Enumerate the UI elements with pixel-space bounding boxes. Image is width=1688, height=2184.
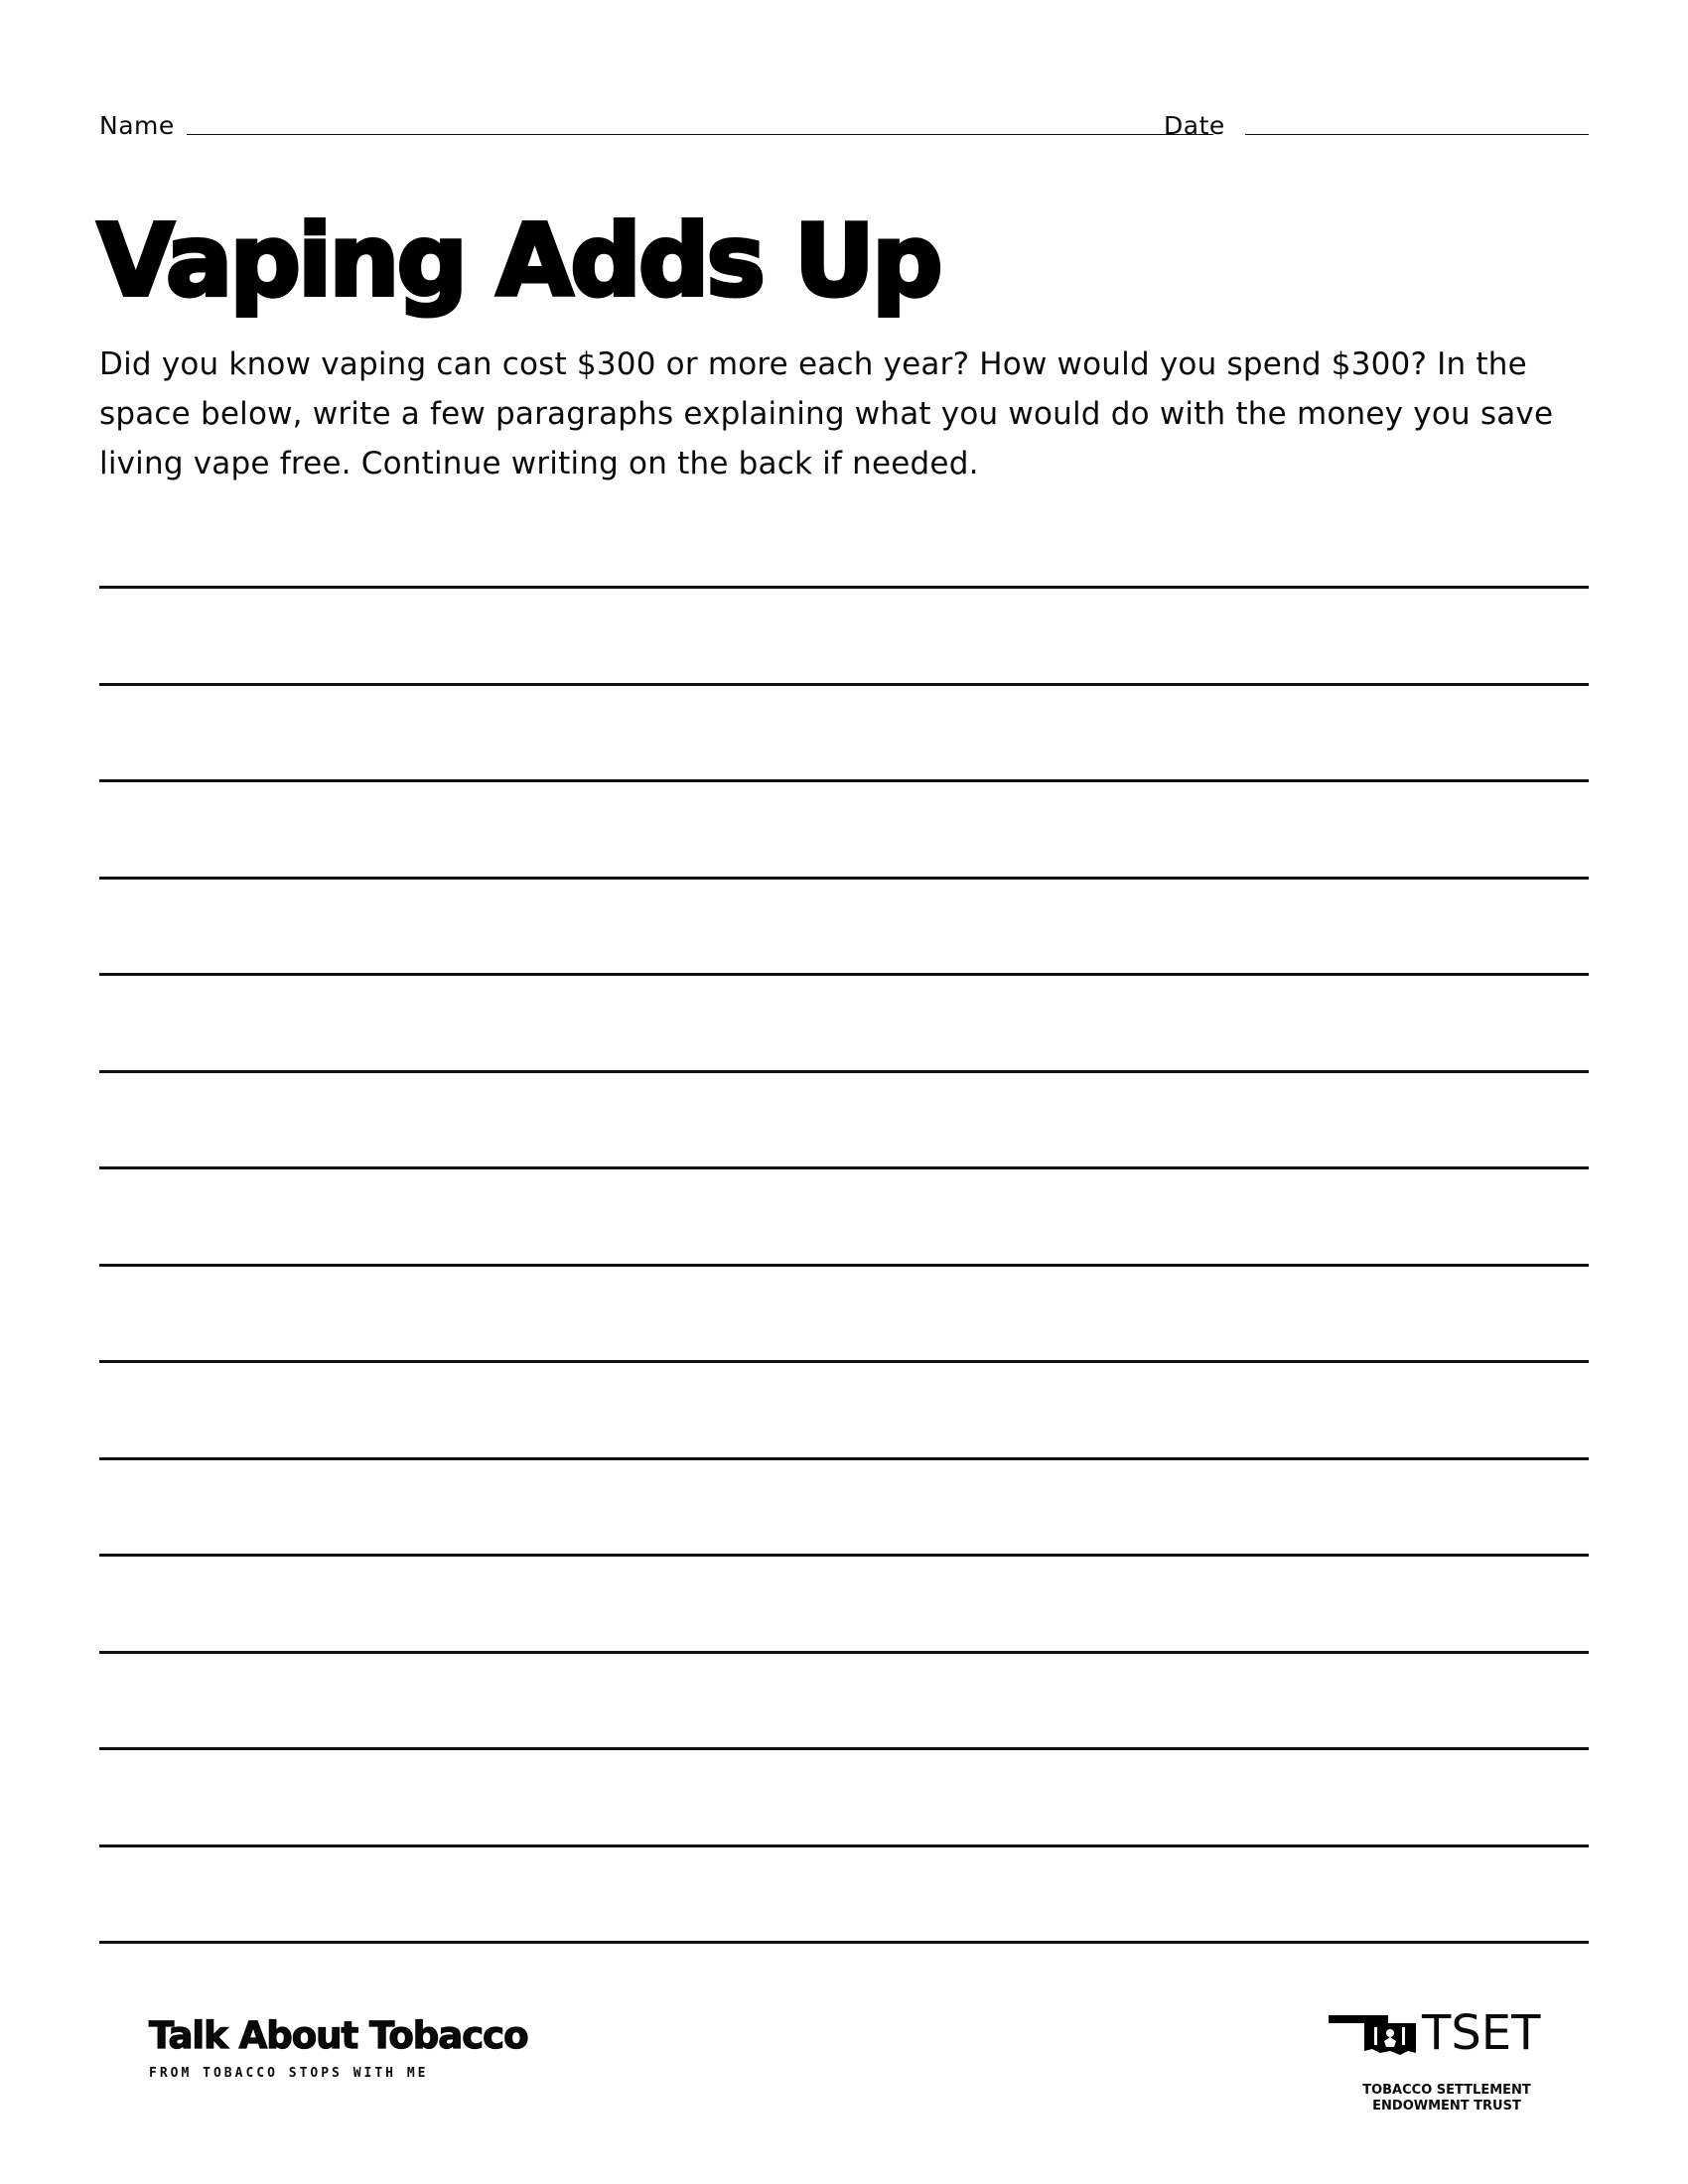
writing-line[interactable] <box>99 1360 1589 1363</box>
writing-line[interactable] <box>99 1457 1589 1460</box>
header-fields <box>99 107 1589 147</box>
writing-line[interactable] <box>99 1747 1589 1750</box>
tset-subtitle <box>1342 2083 1551 2115</box>
writing-line[interactable] <box>99 1554 1589 1557</box>
tset-subtitle-line2: ENDOWMENT TRUST <box>1372 2099 1521 2114</box>
writing-line[interactable] <box>99 1264 1589 1267</box>
oklahoma-state-icon <box>1329 2013 1418 2057</box>
page-title: Vaping Adds Up <box>97 203 940 319</box>
brand-tagline: FROM TOBACCO STOPS WITH ME <box>149 2066 429 2081</box>
writing-line[interactable] <box>99 973 1589 976</box>
tset-wordmark: TSET <box>1422 2005 1541 2061</box>
writing-line[interactable] <box>99 1651 1589 1654</box>
tset-subtitle-line1: TOBACCO SETTLEMENT <box>1362 2083 1531 2098</box>
writing-line[interactable] <box>99 1166 1589 1169</box>
date-label: Date <box>1164 111 1225 140</box>
writing-line[interactable] <box>99 586 1589 589</box>
name-label: Name <box>99 111 175 140</box>
writing-line[interactable] <box>99 1941 1589 1944</box>
writing-line[interactable] <box>99 1844 1589 1847</box>
writing-line[interactable] <box>99 683 1589 686</box>
date-field[interactable] <box>1245 134 1589 135</box>
writing-line[interactable] <box>99 779 1589 782</box>
name-field[interactable] <box>187 134 1213 135</box>
brand-logo-text: Talk About Tobacco <box>149 2014 528 2057</box>
instructions: Did you know vaping can cost $300 or more each year? How would you spend $300? In the space below, write a few paragraphs explaining what you would do with the money you save living vape free. Continue writing on the back if needed. <box>99 346 1554 481</box>
brand-block <box>149 2014 528 2081</box>
writing-line[interactable] <box>99 877 1589 880</box>
writing-line[interactable] <box>99 1070 1589 1073</box>
tset-logo <box>1329 2005 1567 2128</box>
